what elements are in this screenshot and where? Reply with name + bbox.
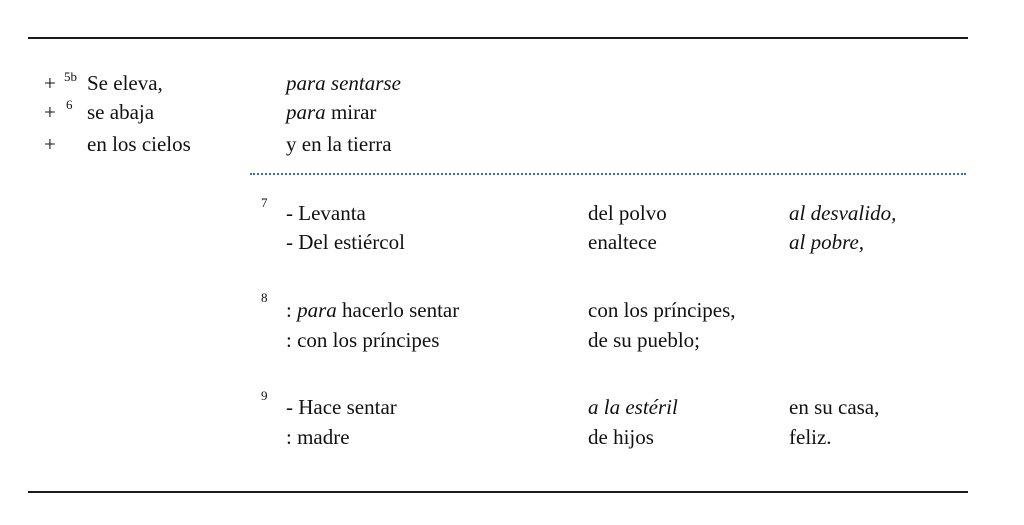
verse-line-col3: al pobre, [789,230,865,254]
verse-line-col1: - Del estiércol [286,230,405,254]
verse-line-col2: a la estéril [588,395,678,419]
verse-number: 7 [261,195,268,210]
intro-marker: + [44,132,56,156]
intro-right: y en la tierra [286,132,392,156]
intro-marker: + [44,100,56,124]
intro-right [286,99,376,125]
verse-line-col3: al desvalido, [789,201,897,225]
intro-verse-number: 6 [66,97,73,112]
dotted-separator [250,173,966,175]
verse-line-col3: en su casa, [789,395,880,419]
verse-number: 9 [261,388,268,403]
intro-text: se abaja [87,100,155,124]
verse-line-col2: con los príncipes, [588,298,736,322]
verse-line-col1: - Levanta [286,201,366,225]
verse-line-col2: de hijos [588,425,654,449]
verse-line-italic: para [297,298,337,322]
bottom-rule [28,491,968,493]
verse-line-col1: : con los príncipes [286,328,440,352]
intro-verse-number: 5b [64,69,77,84]
verse-line-col1: - Hace sentar [286,395,397,419]
verse-line-col1: : madre [286,425,350,449]
verse-line-rest: hacerlo sentar [336,298,460,322]
verse-number: 8 [261,290,268,305]
top-rule [28,37,968,39]
verse-line-col3: feliz. [789,425,832,449]
verse-line-col2: del polvo [588,201,667,225]
intro-right-italic: para [286,100,326,124]
verse-line-col1 [286,297,459,323]
intro-text: Se eleva, [87,71,163,95]
intro-marker: + [44,71,56,95]
intro-text: en los cielos [87,132,191,156]
intro-right-rest: mirar [325,100,377,124]
verse-line-col2: de su pueblo; [588,328,700,352]
verse-line-col2: enaltece [588,230,657,254]
intro-right-italic: para sentarse [286,71,401,95]
verse-line-prefix: : [286,298,298,322]
